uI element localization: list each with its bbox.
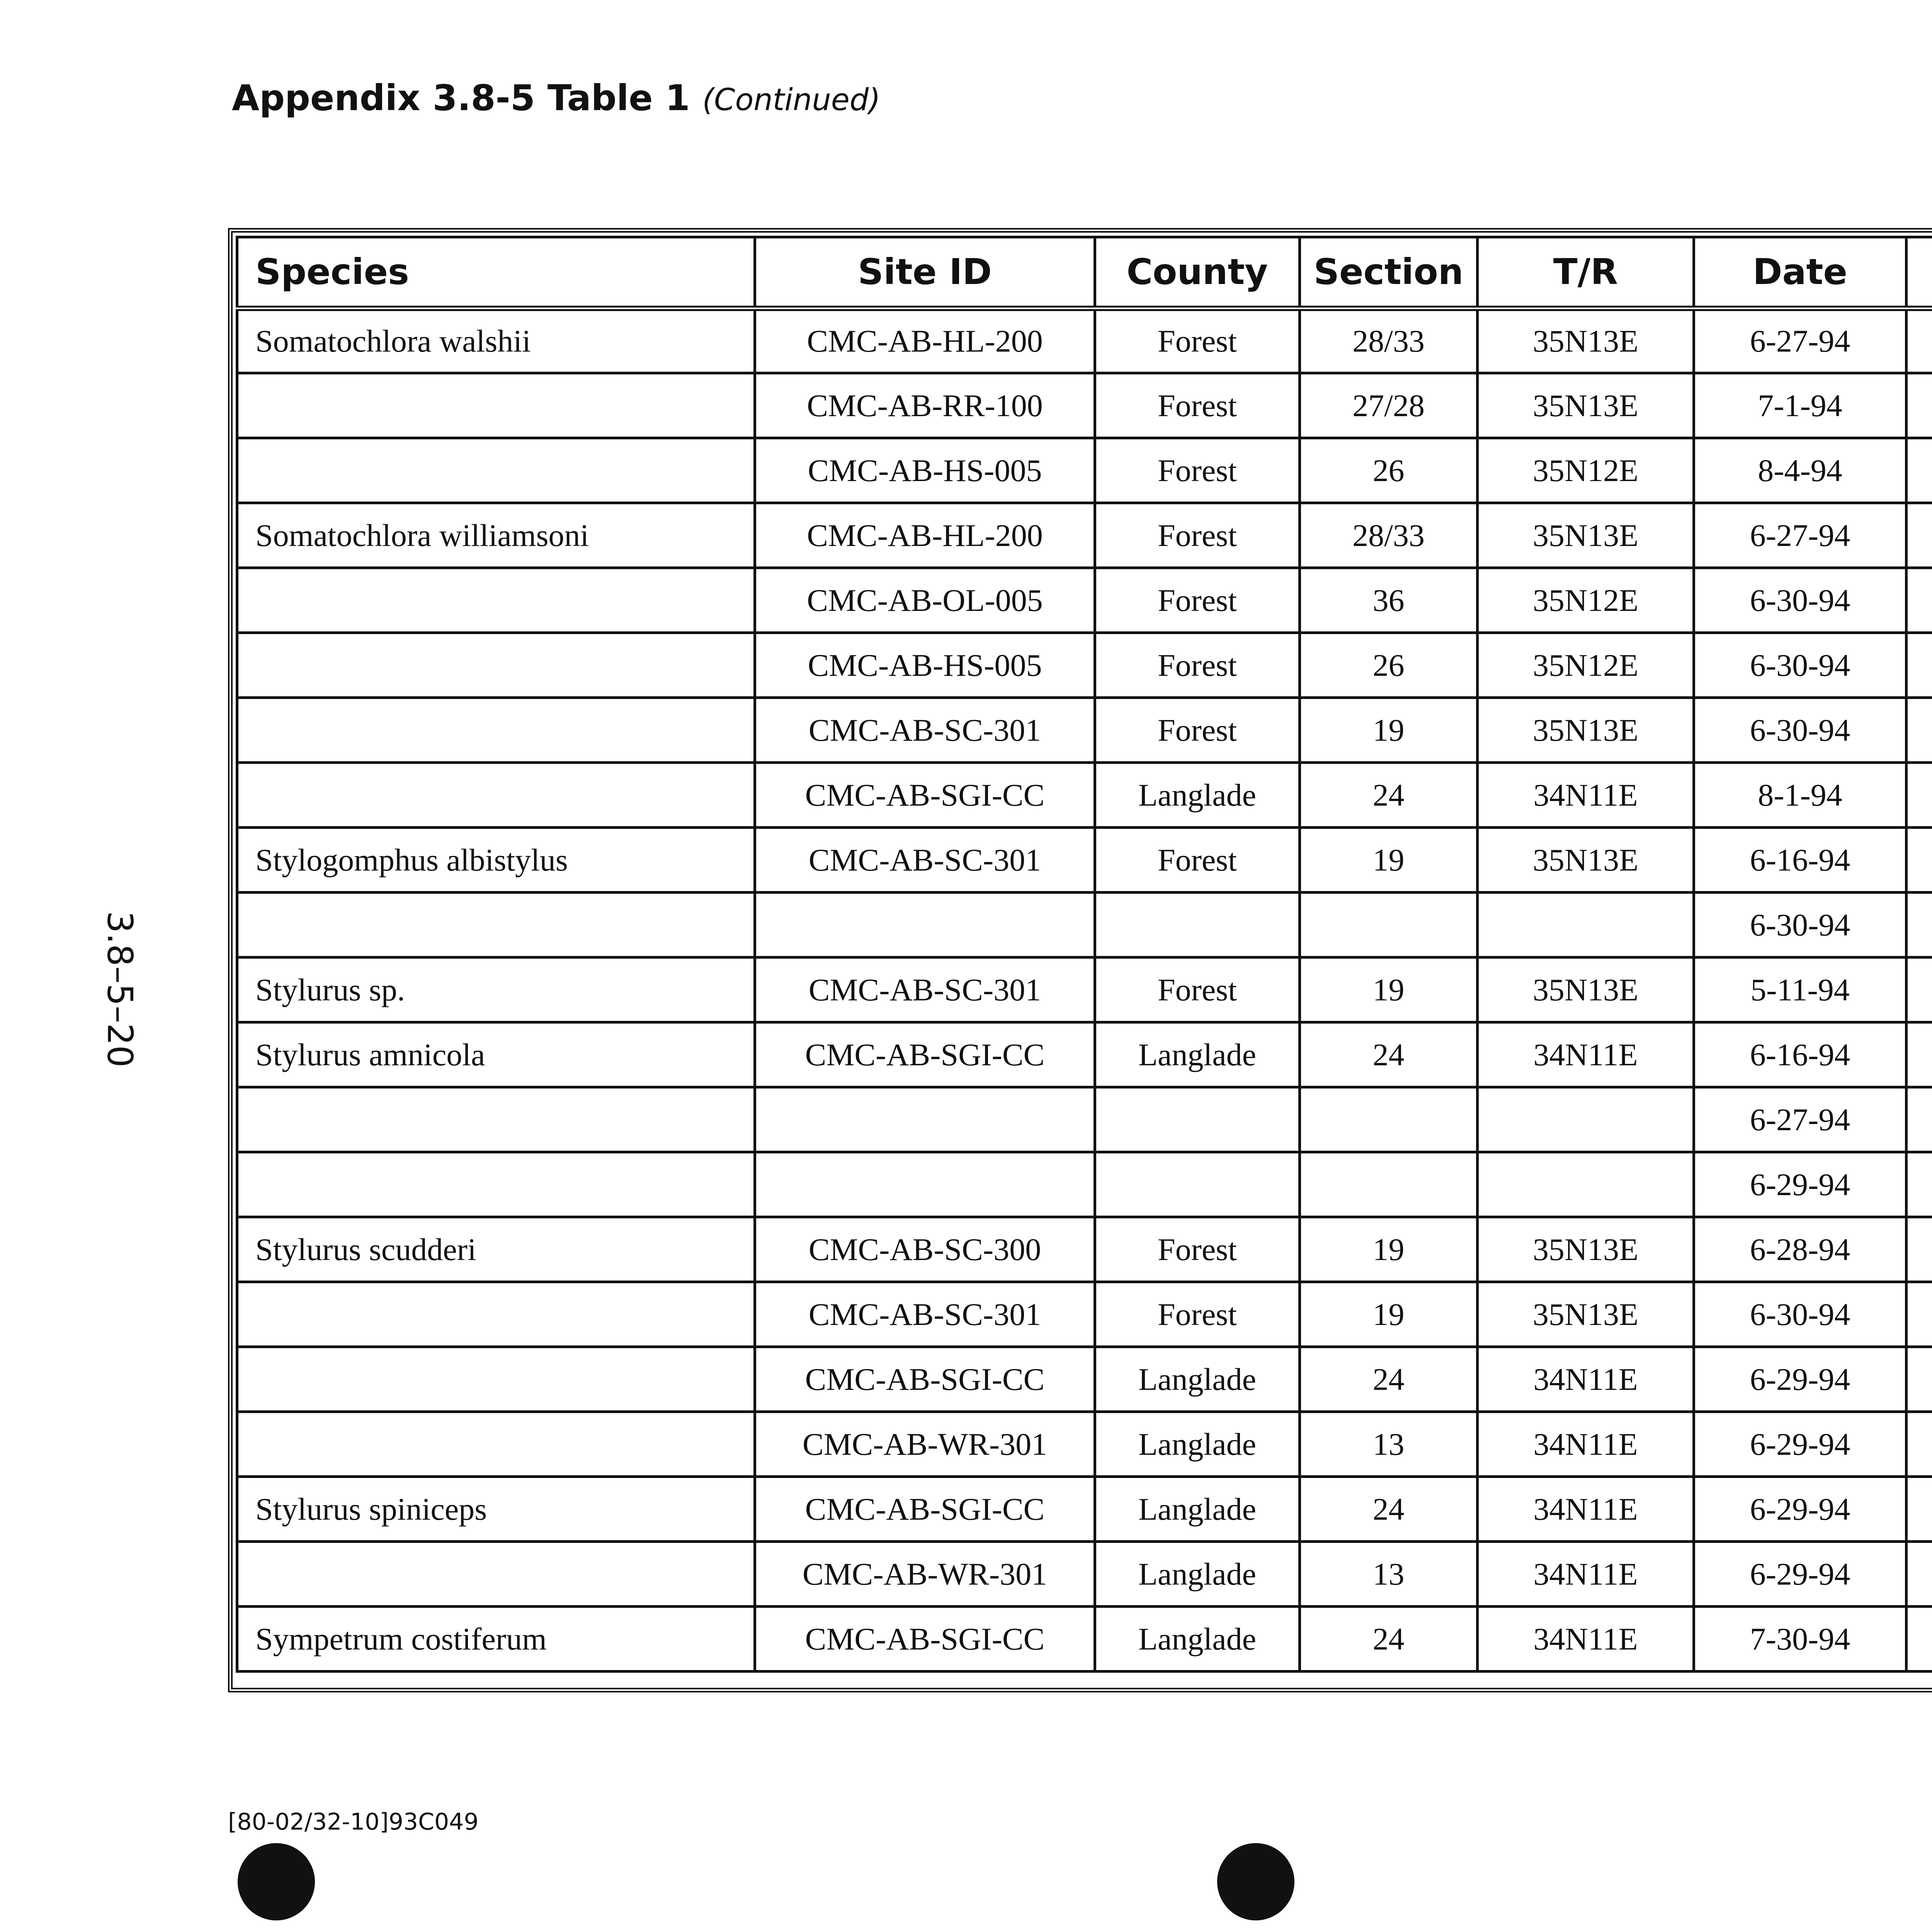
cell-form (1906, 1022, 1932, 1087)
cell-species: Stylurus scudderi (237, 1217, 755, 1282)
cell-county: Forest (1095, 633, 1300, 698)
cell-form (1906, 438, 1932, 503)
cell-species: Stylogomphus albistylus (237, 828, 755, 893)
cell-form (1906, 763, 1932, 828)
cell-tr: 34N11E (1478, 1022, 1694, 1087)
cell-site-id: CMC-AB-SC-301 (755, 698, 1095, 763)
cell-tr: 35N13E (1478, 828, 1694, 893)
table-row (237, 1152, 1932, 1217)
cell-tr: 35N12E (1478, 438, 1694, 503)
cell-site-id: CMC-AB-RR-100 (755, 373, 1095, 438)
cell-tr: 34N11E (1478, 1607, 1694, 1672)
cell-site-id: CMC-AB-SGI-CC (755, 763, 1095, 828)
table-row (237, 568, 1932, 633)
cell-date: 6-30-94 (1694, 568, 1906, 633)
cell-section: 24 (1300, 1477, 1478, 1542)
cell-form (1906, 1087, 1932, 1152)
cell-form (1906, 893, 1932, 957)
cell-date: 6-29-94 (1694, 1347, 1906, 1412)
cell-site-id (755, 1152, 1095, 1217)
cell-tr: 35N13E (1478, 1282, 1694, 1347)
cell-form (1906, 1542, 1932, 1607)
cell-site-id: CMC-AB-WR-301 (755, 1412, 1095, 1477)
cell-species: Stylurus sp. (237, 957, 755, 1022)
cell-form (1906, 1217, 1932, 1282)
table-row (237, 503, 1932, 568)
cell-county: Forest (1095, 503, 1300, 568)
cell-form (1906, 698, 1932, 763)
cell-site-id: CMC-AB-OL-005 (755, 568, 1095, 633)
cell-species (237, 1087, 755, 1152)
table-row (237, 308, 1932, 373)
cell-county (1095, 893, 1300, 957)
cell-species (237, 438, 755, 503)
column-header-tr: T/R (1478, 237, 1694, 308)
cell-form (1906, 503, 1932, 568)
cell-section: 19 (1300, 828, 1478, 893)
cell-tr: 34N11E (1478, 1347, 1694, 1412)
cell-site-id: CMC-AB-HS-005 (755, 633, 1095, 698)
cell-section: 24 (1300, 1347, 1478, 1412)
cell-section: 19 (1300, 1217, 1478, 1282)
table-row (237, 1022, 1932, 1087)
cell-form (1906, 308, 1932, 373)
cell-tr: 34N11E (1478, 763, 1694, 828)
cell-section: 28/33 (1300, 308, 1478, 373)
cell-site-id: CMC-AB-SC-301 (755, 1282, 1095, 1347)
cell-species: Somatochlora williamsoni (237, 503, 755, 568)
cell-tr: 35N13E (1478, 503, 1694, 568)
cell-form (1906, 957, 1932, 1022)
cell-tr: 34N11E (1478, 1542, 1694, 1607)
cell-form (1906, 1477, 1932, 1542)
table-row (237, 373, 1932, 438)
table-row (237, 1087, 1932, 1152)
cell-date: 6-30-94 (1694, 698, 1906, 763)
cell-section: 19 (1300, 698, 1478, 763)
cell-form (1906, 1412, 1932, 1477)
cell-tr: 35N13E (1478, 373, 1694, 438)
cell-form (1906, 633, 1932, 698)
cell-tr: 35N13E (1478, 308, 1694, 373)
table-row (237, 1542, 1932, 1607)
cell-tr: 35N13E (1478, 957, 1694, 1022)
cell-section (1300, 1152, 1478, 1217)
cell-section: 26 (1300, 633, 1478, 698)
cell-species (237, 1542, 755, 1607)
table-row (237, 1217, 1932, 1282)
cell-county: Langlade (1095, 763, 1300, 828)
cell-county: Langlade (1095, 1022, 1300, 1087)
column-header-site-id: Site ID (755, 237, 1095, 308)
cell-form (1906, 828, 1932, 893)
cell-tr: 35N13E (1478, 698, 1694, 763)
cell-date: 6-29-94 (1694, 1542, 1906, 1607)
cell-county: Forest (1095, 1217, 1300, 1282)
cell-county (1095, 1152, 1300, 1217)
cell-site-id: CMC-AB-SC-301 (755, 828, 1095, 893)
title-text: Appendix 3.8-5 Table 1 (232, 77, 690, 119)
column-header-county: County (1095, 237, 1300, 308)
cell-section: 26 (1300, 438, 1478, 503)
cell-county: Forest (1095, 308, 1300, 373)
cell-date: 6-30-94 (1694, 633, 1906, 698)
table-row (237, 893, 1932, 957)
cell-form (1906, 568, 1932, 633)
cell-county: Forest (1095, 373, 1300, 438)
cell-county: Forest (1095, 438, 1300, 503)
cell-county: Forest (1095, 1282, 1300, 1347)
cell-site-id (755, 893, 1095, 957)
cell-tr (1478, 893, 1694, 957)
cell-form (1906, 373, 1932, 438)
table-row (237, 957, 1932, 1022)
cell-species (237, 1347, 755, 1412)
cell-site-id: CMC-AB-SGI-CC (755, 1022, 1095, 1087)
cell-date: 8-1-94 (1694, 763, 1906, 828)
cell-tr (1478, 1087, 1694, 1152)
table-row (237, 1347, 1932, 1412)
cell-date: 6-29-94 (1694, 1477, 1906, 1542)
cell-site-id (755, 1087, 1095, 1152)
cell-date: 5-11-94 (1694, 957, 1906, 1022)
cell-species: Somatochlora walshii (237, 308, 755, 373)
table-row (237, 438, 1932, 503)
table-row (237, 1477, 1932, 1542)
title-continued: (Continued) (702, 83, 881, 117)
table-row (237, 698, 1932, 763)
cell-county: Forest (1095, 698, 1300, 763)
table-body (237, 308, 1932, 1672)
cell-date: 7-30-94 (1694, 1607, 1906, 1672)
column-header-section: Section (1300, 237, 1478, 308)
cell-section: 19 (1300, 1282, 1478, 1347)
cell-site-id: CMC-AB-SC-300 (755, 1217, 1095, 1282)
cell-species (237, 698, 755, 763)
cell-tr: 34N11E (1478, 1412, 1694, 1477)
cell-species (237, 763, 755, 828)
species-table (236, 236, 1932, 1673)
column-header-form (1906, 237, 1932, 308)
cell-county: Forest (1095, 828, 1300, 893)
cell-site-id: CMC-AB-WR-301 (755, 1542, 1095, 1607)
cell-species (237, 373, 755, 438)
cell-tr: 35N12E (1478, 633, 1694, 698)
cell-date: 7-1-94 (1694, 373, 1906, 438)
column-header-date: Date (1694, 237, 1906, 308)
table-row (237, 1607, 1932, 1672)
table-row (237, 1412, 1932, 1477)
cell-county: Forest (1095, 568, 1300, 633)
table-row (237, 633, 1932, 698)
cell-county: Langlade (1095, 1542, 1300, 1607)
cell-date: 6-27-94 (1694, 1087, 1906, 1152)
cell-site-id: CMC-AB-SGI-CC (755, 1477, 1095, 1542)
cell-site-id: CMC-AB-SGI-CC (755, 1607, 1095, 1672)
cell-section (1300, 1087, 1478, 1152)
cell-tr: 35N13E (1478, 1217, 1694, 1282)
cell-species (237, 1282, 755, 1347)
cell-form (1906, 1282, 1932, 1347)
cell-tr: 35N12E (1478, 568, 1694, 633)
cell-county: Langlade (1095, 1347, 1300, 1412)
column-header-species: Species (237, 237, 755, 308)
cell-species (237, 893, 755, 957)
cell-county: Langlade (1095, 1412, 1300, 1477)
cell-date: 6-30-94 (1694, 1282, 1906, 1347)
table-row (237, 828, 1932, 893)
cell-site-id: CMC-AB-SC-301 (755, 957, 1095, 1022)
cell-section: 19 (1300, 957, 1478, 1022)
cell-form (1906, 1607, 1932, 1672)
cell-section: 24 (1300, 1022, 1478, 1087)
punch-hole-center (1217, 1843, 1294, 1920)
cell-county: Forest (1095, 957, 1300, 1022)
cell-date: 6-30-94 (1694, 893, 1906, 957)
cell-species (237, 568, 755, 633)
cell-date: 8-4-94 (1694, 438, 1906, 503)
cell-species: Stylurus spiniceps (237, 1477, 755, 1542)
punch-hole-left (238, 1843, 315, 1920)
cell-site-id: CMC-AB-HL-200 (755, 503, 1095, 568)
cell-section: 13 (1300, 1542, 1478, 1607)
cell-tr: 34N11E (1478, 1477, 1694, 1542)
side-page-number (73, 908, 166, 1070)
cell-section: 24 (1300, 1607, 1478, 1672)
cell-site-id: CMC-AB-HS-005 (755, 438, 1095, 503)
cell-date: 6-28-94 (1694, 1217, 1906, 1282)
cell-section (1300, 893, 1478, 957)
cell-species (237, 633, 755, 698)
cell-date: 6-29-94 (1694, 1412, 1906, 1477)
cell-species (237, 1152, 755, 1217)
cell-species: Sympetrum costiferum (237, 1607, 755, 1672)
table-row (237, 1282, 1932, 1347)
cell-county: Langlade (1095, 1607, 1300, 1672)
cell-county: Langlade (1095, 1477, 1300, 1542)
cell-date: 6-16-94 (1694, 828, 1906, 893)
cell-date: 6-16-94 (1694, 1022, 1906, 1087)
cell-date: 6-29-94 (1694, 1152, 1906, 1217)
cell-date: 6-27-94 (1694, 308, 1906, 373)
cell-form (1906, 1347, 1932, 1412)
cell-site-id: CMC-AB-SGI-CC (755, 1347, 1095, 1412)
cell-species: Stylurus amnicola (237, 1022, 755, 1087)
document-code: [80-02/32-10]93C049 (228, 1808, 479, 1835)
table-row (237, 763, 1932, 828)
cell-tr (1478, 1152, 1694, 1217)
cell-date: 6-27-94 (1694, 503, 1906, 568)
side-page-number-text: 3.8–5–20 (99, 911, 140, 1068)
cell-site-id: CMC-AB-HL-200 (755, 308, 1095, 373)
cell-species (237, 1412, 755, 1477)
cell-section: 36 (1300, 568, 1478, 633)
cell-form (1906, 1152, 1932, 1217)
header-row (237, 237, 1932, 308)
cell-county (1095, 1087, 1300, 1152)
cell-section: 24 (1300, 763, 1478, 828)
cell-section: 27/28 (1300, 373, 1478, 438)
cell-section: 13 (1300, 1412, 1478, 1477)
cell-section: 28/33 (1300, 503, 1478, 568)
page-title (232, 77, 881, 119)
